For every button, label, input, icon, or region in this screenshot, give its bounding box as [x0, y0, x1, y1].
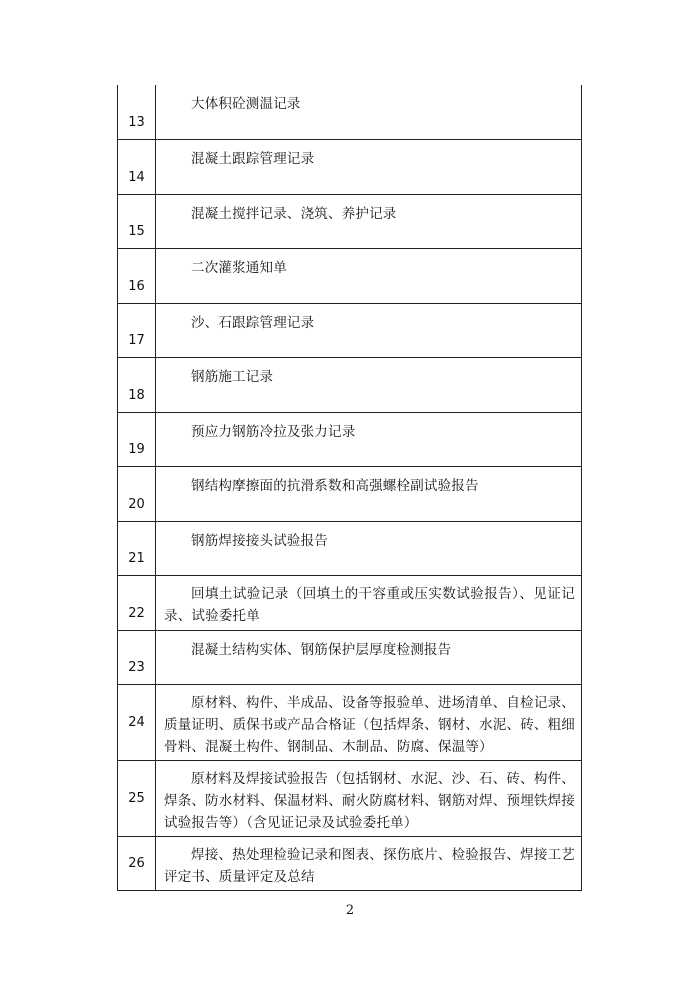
row-text: 沙、石跟踪管理记录	[156, 303, 582, 357]
table-row	[118, 139, 582, 194]
row-number: 21	[118, 521, 156, 575]
table-row	[118, 85, 582, 139]
table-row	[118, 575, 582, 630]
row-number: 24	[118, 684, 156, 760]
row-text: 二次灌浆通知单	[156, 248, 582, 303]
row-text: 混凝土结构实体、钢筋保护层厚度检测报告	[156, 630, 582, 684]
table-row	[118, 357, 582, 412]
table-row	[118, 412, 582, 466]
row-text: 预应力钢筋冷拉及张力记录	[156, 412, 582, 466]
row-number: 18	[118, 357, 156, 412]
table-row	[118, 248, 582, 303]
row-number: 20	[118, 466, 156, 521]
table-row	[118, 303, 582, 357]
row-text: 原材料及焊接试验报告（包括钢材、水泥、沙、石、砖、构件、焊条、防水材料、保温材料、耐火防腐材料、钢筋对焊、预埋铁焊接试验报告等）（含见证记录及试验委托单）	[156, 760, 582, 836]
row-text: 焊接、热处理检验记录和图表、探伤底片、检验报告、焊接工艺评定书、质量评定及总结	[156, 836, 582, 890]
row-text: 钢结构摩擦面的抗滑系数和高强螺栓副试验报告	[156, 466, 582, 521]
row-text: 钢筋焊接接头试验报告	[156, 521, 582, 575]
table-row	[118, 521, 582, 575]
row-text: 大体积砼测温记录	[156, 85, 582, 139]
table-row	[118, 466, 582, 521]
row-number: 16	[118, 248, 156, 303]
row-text: 钢筋施工记录	[156, 357, 582, 412]
row-text: 混凝土跟踪管理记录	[156, 139, 582, 194]
row-number: 26	[118, 836, 156, 890]
row-number: 22	[118, 575, 156, 630]
row-number: 19	[118, 412, 156, 466]
row-number: 13	[118, 85, 156, 139]
table-row	[118, 684, 582, 760]
row-number: 17	[118, 303, 156, 357]
row-number: 23	[118, 630, 156, 684]
table-row	[118, 836, 582, 890]
row-text: 回填土试验记录（回填土的干容重或压实数试验报告）、见证记录、试验委托单	[156, 575, 582, 630]
row-text: 原材料、构件、半成品、设备等报验单、进场清单、自检记录、质量证明、质保书或产品合格证（包括焊条、钢材、水泥、砖、粗细骨料、混凝土构件、钢制品、木制品、防腐、保温等）	[156, 684, 582, 760]
table-row	[118, 194, 582, 248]
records-table	[117, 85, 582, 891]
row-number: 15	[118, 194, 156, 248]
page-number: 2	[345, 903, 355, 918]
row-number: 25	[118, 760, 156, 836]
table-row	[118, 760, 582, 836]
row-number: 14	[118, 139, 156, 194]
table-row	[118, 630, 582, 684]
row-text: 混凝土搅拌记录、浇筑、养护记录	[156, 194, 582, 248]
